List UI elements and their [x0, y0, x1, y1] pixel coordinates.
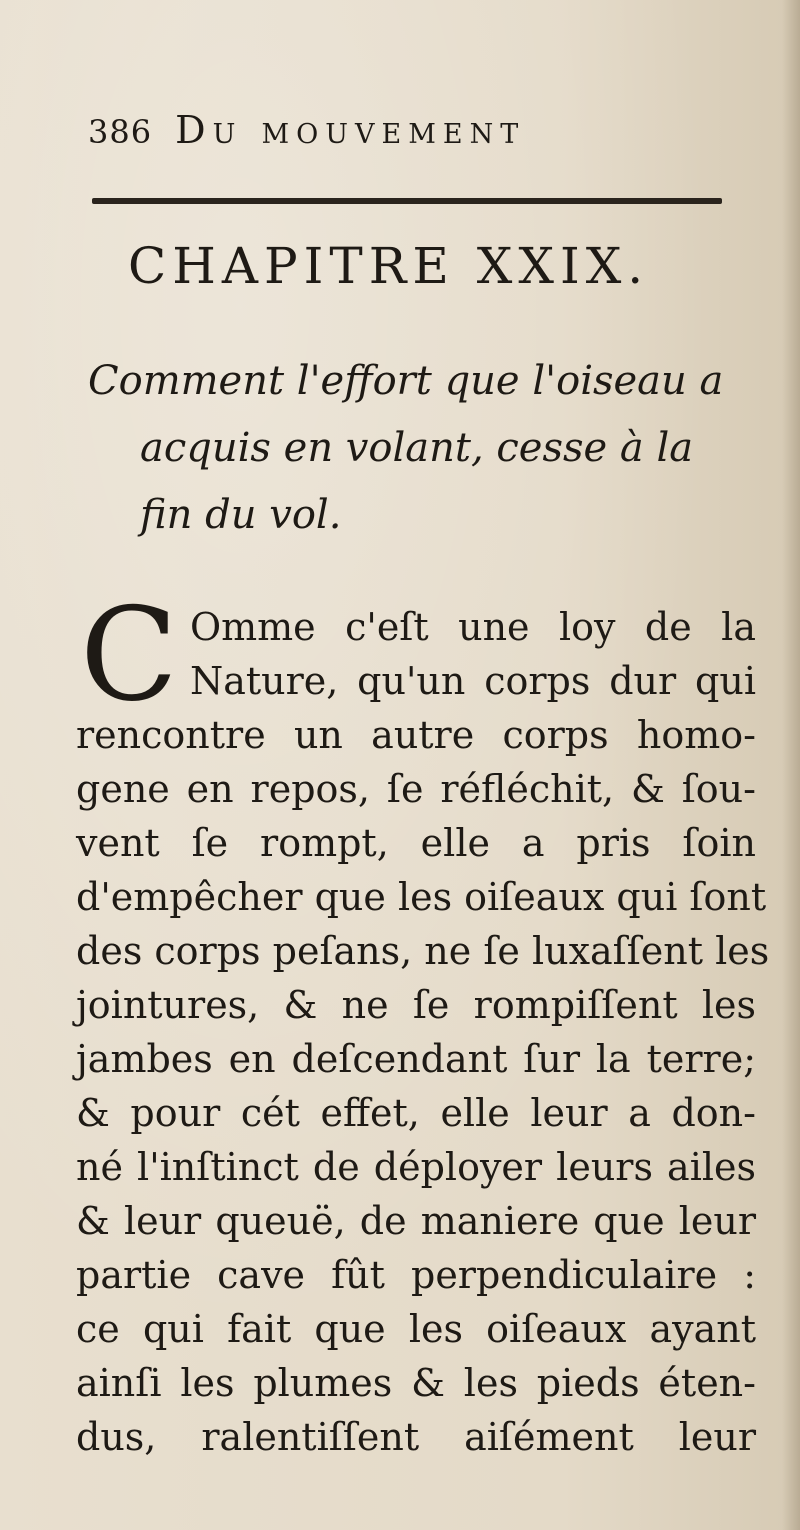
body-line: & leur queuë, de maniere que leur — [76, 1199, 756, 1243]
body-line: partie cave fût perpendiculaire : — [76, 1253, 756, 1297]
drop-cap: C — [80, 581, 178, 730]
body-line: né l'inſtinct de déployer leurs ailes — [76, 1145, 756, 1189]
chapter-title: CHAPITRE XXIX. — [128, 237, 650, 295]
body-line: Omme c'eſt une loy de la — [189, 605, 756, 649]
body-line: gene en repos, ſe réfléchit, & ſou- — [76, 767, 756, 811]
bleed-through-mark — [140, 1452, 230, 1482]
subtitle-line: Comment l'effort que l'oiseau a — [88, 358, 724, 404]
body-line: Nature, qu'un corps dur qui — [189, 659, 756, 703]
body-line: ainſi les plumes & les pieds éten- — [76, 1361, 756, 1405]
chapter-subtitle — [88, 348, 763, 549]
body-line: d'empêcher que les oiſeaux qui ſont — [76, 875, 767, 919]
page-edge-shadow — [782, 0, 800, 1530]
body-line: des corps peſans, ne ſe luxaſſent les — [76, 929, 770, 973]
body-line: jointures, & ne ſe rompiſſent les — [76, 983, 756, 1027]
body-line: dus, ralentiſſent aiſément leur — [76, 1415, 756, 1459]
body-line: vent ſe rompt, elle a pris ſoin — [76, 821, 756, 865]
running-title: Du mouvement — [175, 108, 526, 152]
body-line: rencontre un autre corps homo- — [76, 713, 756, 757]
body-text — [76, 581, 770, 1464]
subtitle-line: acquis en volant, cesse à la — [140, 425, 694, 471]
running-head — [88, 108, 728, 168]
page-number: 386 — [88, 113, 153, 151]
body-line: ce qui fait que les oiſeaux ayant — [76, 1307, 756, 1351]
body-line: & pour cét effet, elle leur a don- — [76, 1091, 756, 1135]
subtitle-line: fin du vol. — [140, 492, 342, 538]
body-line: jambes en deſcendant ſur la terre; — [76, 1037, 756, 1081]
header-rule — [92, 198, 722, 204]
